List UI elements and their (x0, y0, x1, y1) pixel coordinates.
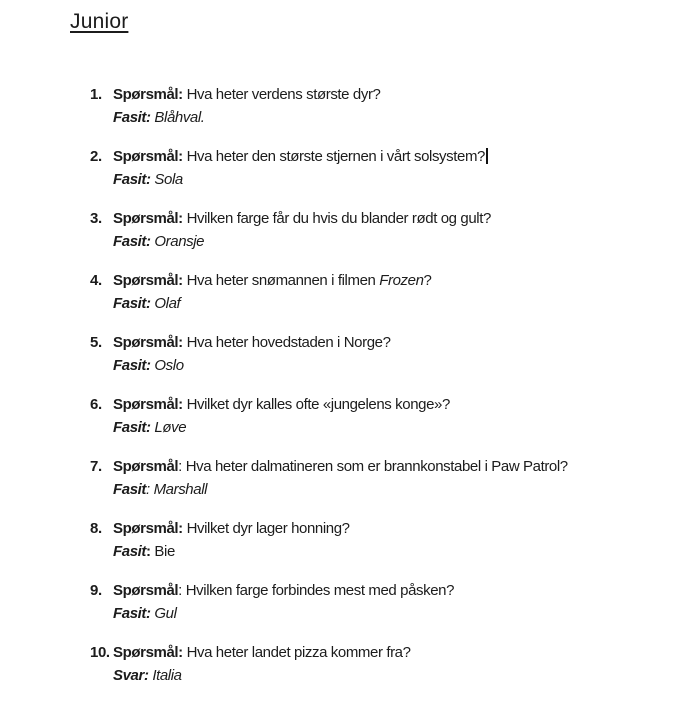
question-text: Hva heter verdens største dyr? (186, 86, 381, 103)
answer-line (113, 540, 676, 563)
question-text: Hva heter den største stjernen i vårt solsystem? (186, 148, 485, 165)
answer-colon: : (146, 357, 151, 374)
answer-line (113, 478, 676, 501)
answer-colon: : (146, 233, 151, 250)
quiz-item-text (113, 455, 676, 501)
quiz-item-text (113, 331, 676, 377)
answer-text: Oransje (154, 233, 205, 250)
answer-colon: : (146, 419, 151, 436)
question-label: Spørsmål (113, 644, 179, 661)
question-colon: : (178, 86, 183, 103)
answer-line (113, 602, 676, 625)
question-colon: : (178, 272, 183, 289)
question-line (113, 331, 676, 354)
quiz-item-4 (0, 269, 676, 315)
question-line (113, 393, 676, 416)
page-title: Junior (70, 10, 129, 33)
question-line (113, 83, 676, 106)
answer-label: Fasit (113, 109, 147, 126)
quiz-item-10 (0, 641, 676, 687)
list-number: 2. (90, 148, 102, 165)
question-text: Hva heter dalmatineren som er brannkonstabel i Paw Patrol? (185, 458, 568, 475)
list-number: 6. (90, 396, 102, 413)
answer-colon: : (146, 481, 150, 498)
question-label: Spørsmål (113, 396, 179, 413)
quiz-item-text (113, 393, 676, 439)
question-text: Hva heter hovedstaden i Norge? (186, 334, 391, 351)
question-label: Spørsmål (113, 272, 179, 289)
question-colon: : (178, 148, 183, 165)
answer-line (113, 416, 676, 439)
question-label: Spørsmål (113, 334, 179, 351)
answer-text: Blåhval. (154, 109, 205, 126)
answer-line (113, 292, 676, 315)
quiz-item-5 (0, 331, 676, 377)
question-text-post: ? (423, 272, 432, 289)
list-number: 9. (90, 582, 102, 599)
text-cursor (486, 148, 488, 164)
quiz-item-7 (0, 455, 676, 501)
document-editing-area[interactable] (0, 83, 676, 687)
answer-text: Løve (154, 419, 187, 436)
question-colon: : (178, 334, 183, 351)
quiz-item-8 (0, 517, 676, 563)
question-text: Hvilken farge forbindes mest med påsken? (185, 582, 455, 599)
answer-text: Sola (154, 171, 183, 188)
answer-colon: : (146, 109, 151, 126)
answer-text: Bie (154, 543, 175, 560)
question-colon: : (178, 210, 183, 227)
answer-colon: : (146, 171, 151, 188)
question-text-italic: Frozen (379, 272, 424, 289)
answer-line (113, 230, 676, 253)
quiz-item-text (113, 145, 676, 191)
answer-colon: : (146, 605, 151, 622)
quiz-item-text (113, 207, 676, 253)
quiz-item-text (113, 269, 676, 315)
answer-line (113, 168, 676, 191)
answer-colon: : (146, 295, 151, 312)
question-label: Spørsmål (113, 148, 179, 165)
answer-label: Fasit (113, 543, 147, 560)
answer-colon: : (146, 543, 151, 560)
quiz-item-1 (0, 83, 676, 129)
list-number: 1. (90, 86, 102, 103)
answer-label: Fasit (113, 171, 147, 188)
question-line (113, 269, 676, 292)
answer-text: Marshall (153, 481, 208, 498)
question-line (113, 517, 676, 540)
question-colon: : (178, 644, 183, 661)
answer-label: Fasit (113, 233, 147, 250)
quiz-item-6 (0, 393, 676, 439)
answer-label: Fasit (113, 419, 147, 436)
question-line (113, 455, 676, 478)
question-label: Spørsmål (113, 582, 179, 599)
quiz-item-text (113, 517, 676, 563)
list-number: 7. (90, 458, 102, 475)
question-text: Hva heter snømannen i filmen (186, 272, 380, 289)
list-number: 10. (90, 644, 110, 661)
question-text: Hvilken farge får du hvis du blander rødt og gult? (186, 210, 491, 227)
quiz-item-2 (0, 145, 676, 191)
question-colon: : (178, 396, 183, 413)
question-colon: : (178, 458, 182, 475)
question-label: Spørsmål (113, 86, 179, 103)
question-text: Hva heter landet pizza kommer fra? (186, 644, 411, 661)
question-line (113, 145, 676, 168)
answer-colon: : (143, 667, 149, 684)
question-colon: : (178, 582, 182, 599)
question-label: Spørsmål (113, 458, 179, 475)
answer-line (113, 664, 676, 687)
question-text: Hvilket dyr lager honning? (186, 520, 350, 537)
answer-line (113, 106, 676, 129)
quiz-item-3 (0, 207, 676, 253)
answer-text: Olaf (154, 295, 181, 312)
question-line (113, 207, 676, 230)
answer-line (113, 354, 676, 377)
question-text: Hvilket dyr kalles ofte «jungelens konge»? (186, 396, 450, 413)
answer-text: Oslo (154, 357, 184, 374)
answer-text: Gul (154, 605, 177, 622)
answer-label: Fasit (113, 295, 147, 312)
list-number: 3. (90, 210, 102, 227)
answer-text: Italia (152, 667, 182, 684)
question-line (113, 641, 676, 664)
list-number: 5. (90, 334, 102, 351)
answer-label: Fasit (113, 481, 147, 498)
answer-label: Fasit (113, 357, 147, 374)
list-number: 4. (90, 272, 102, 289)
quiz-item-text (113, 641, 676, 687)
answer-label: Svar (113, 667, 144, 684)
question-label: Spørsmål (113, 520, 179, 537)
answer-label: Fasit (113, 605, 147, 622)
list-number: 8. (90, 520, 102, 537)
question-line (113, 579, 676, 602)
quiz-item-text (113, 579, 676, 625)
quiz-item-text (113, 83, 676, 129)
question-label: Spørsmål (113, 210, 179, 227)
question-colon: : (178, 520, 183, 537)
quiz-item-9 (0, 579, 676, 625)
